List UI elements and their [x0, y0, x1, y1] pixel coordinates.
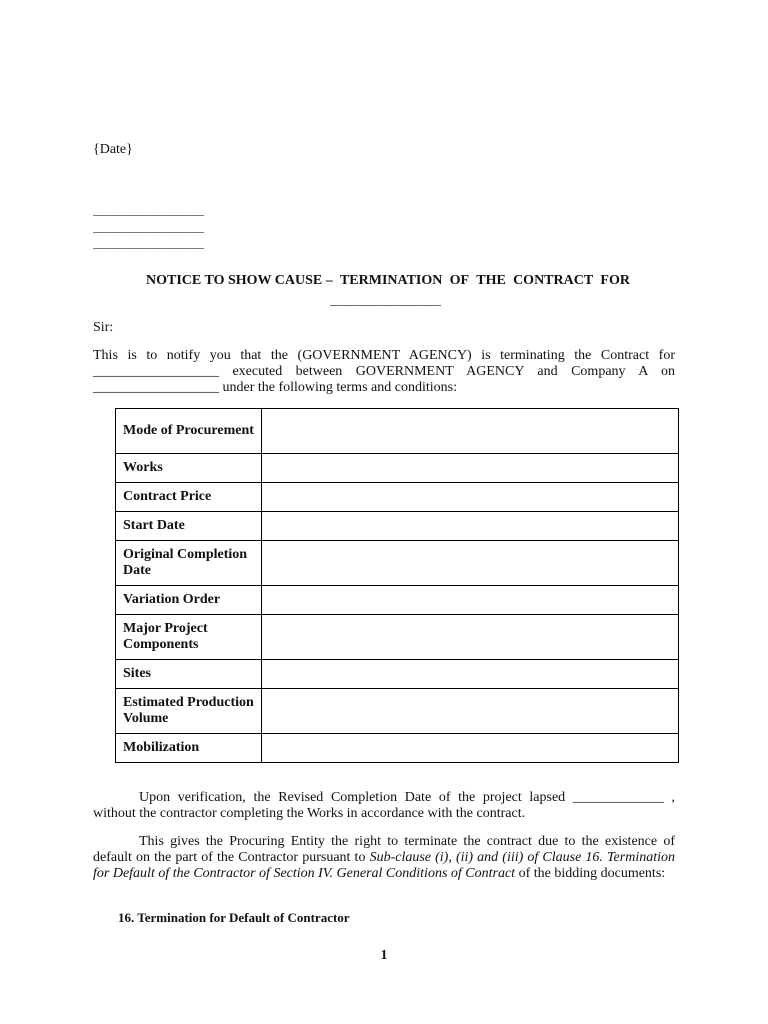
title-part: THE [476, 273, 506, 288]
term-value [262, 483, 679, 512]
term-label: Mobilization [116, 734, 262, 763]
table-row [116, 454, 679, 483]
term-label: Start Date [116, 512, 262, 541]
clause-reference: Sub-clause (i), (ii) and (iii) of Clause 16. Termination for Default of the Contractor of Section IV. General Conditions of Contract [93, 850, 675, 881]
term-value [262, 615, 679, 660]
title-part: CONTRACT [513, 273, 594, 288]
term-label: Estimated Production Volume [116, 689, 262, 734]
title-part: NOTICE TO SHOW CAUSE – [146, 273, 333, 288]
table-row [116, 689, 679, 734]
term-label: Works [116, 454, 262, 483]
address-line: ______________________ [93, 203, 203, 217]
term-value [262, 586, 679, 615]
contract-terms-table [115, 408, 679, 763]
table-row [116, 586, 679, 615]
term-value [262, 541, 679, 586]
salutation: Sir: [93, 320, 114, 335]
rights-lead: This gives the Procuring Entity the right to terminate the contract due to the existence of default on the part of the Contractor pursuant to [93, 834, 675, 865]
table-row [116, 734, 679, 763]
date-placeholder: {Date} [93, 142, 133, 157]
term-label: Variation Order [116, 586, 262, 615]
notice-title [146, 273, 630, 289]
table-row [116, 512, 679, 541]
section-heading: 16. Termination for Default of Contractor [118, 910, 350, 925]
intro-paragraph: This is to notify you that the (GOVERNMENT AGENCY) is terminating the Contract for __________________ executed between GOVERNMENT AGENCY and Company A on __________________ under the following terms and conditions: [93, 348, 675, 395]
title-part: FOR [600, 273, 630, 288]
term-value [262, 409, 679, 454]
rights-paragraph [93, 834, 675, 882]
table-row [116, 541, 679, 586]
address-line: ______________________ [93, 236, 203, 250]
rights-tail: of the bidding documents: [515, 866, 666, 881]
page-number: 1 [380, 948, 388, 963]
term-value [262, 689, 679, 734]
term-label: Mode of Procurement [116, 409, 262, 454]
title-part: TERMINATION [339, 273, 443, 288]
term-label: Major Project Components [116, 615, 262, 660]
term-label: Sites [116, 660, 262, 689]
term-label: Contract Price [116, 483, 262, 512]
title-part: OF [449, 273, 470, 288]
table-row [116, 409, 679, 454]
term-value [262, 734, 679, 763]
title-blank-line: ______________________ [330, 293, 440, 307]
table-row [116, 483, 679, 512]
table-row [116, 615, 679, 660]
term-value [262, 512, 679, 541]
term-value [262, 454, 679, 483]
table-row [116, 660, 679, 689]
term-label: Original Completion Date [116, 541, 262, 586]
term-value [262, 660, 679, 689]
verification-paragraph: Upon verification, the Revised Completion Date of the project lapsed _____________ , without the contractor completing the Works in accordance with the contract. [93, 790, 675, 821]
address-line: ______________________ [93, 220, 203, 234]
